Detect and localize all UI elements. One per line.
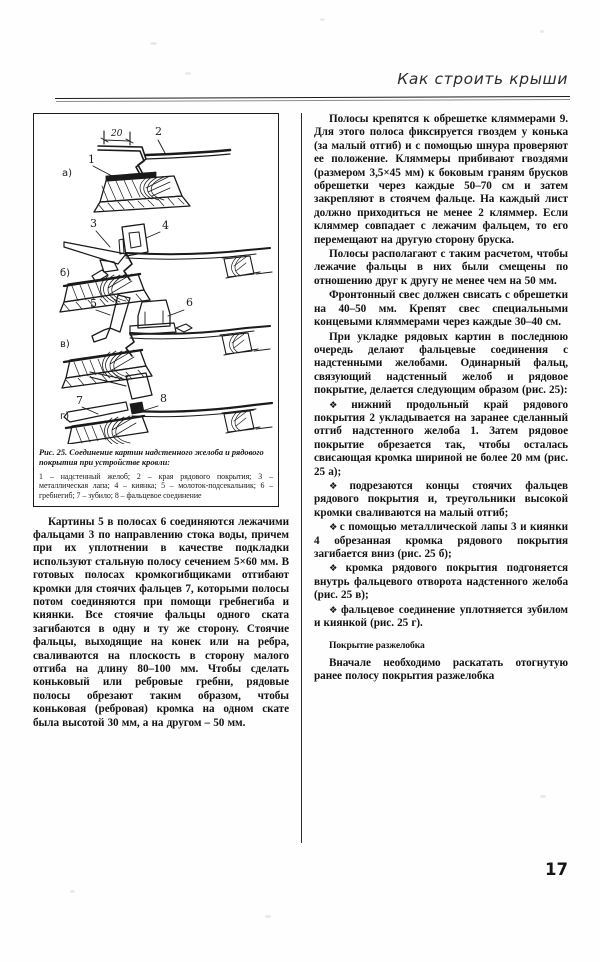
svg-text:3: 3 [90, 217, 97, 230]
svg-text:5: 5 [90, 297, 97, 310]
left-column [33, 113, 289, 730]
right-column [314, 113, 568, 684]
list-item-text: фальцевое соединение уплотняется зубилом и киянкой (рис. 25 г). [314, 603, 568, 630]
scan-speck [540, 795, 546, 798]
svg-text:7: 7 [76, 394, 83, 407]
figure-caption-title: Рис. 25. Соединение картин надстенного желоба и рядового покрытия при устройстве кровли: [39, 448, 264, 468]
list-item-text: нижний продольный край рядового покрытия 2 укладывается на заранее сделанный отгиб надстенного желоба 1. Затем рядовое покрытие обрезается так, чтобы осталась свисающая кромка шириной не более 20 мм (рис. 25 а); [314, 398, 568, 478]
body-paragraph: Картины 5 в полосах 6 соединяются лежачими фальцами 3 по направлению стока воды, причем при их уплотнении в качестве подкладки используют стальную полосу сечением 5×60 мм. В готовых полосах кромкогибщиками отгибают кромки для стоячих фальцев 7, которыми полосы потом соединяются при помощи гребнегиба и киянки. Все стоячие фальцы одного ската загибаются в одну и ту же сторону. Стоячие фальцы, выходящие на конек или на ребра, сваливаются на плоскость в сторону малого отгиба на длину 80–100 мм. Чтобы сделать коньковый или ребровые гребни, рядовые полосы обрезают таким образом, чтобы коньковая (ребровая) кромка на одном скате была высотой 30 мм, а на другом – 50 мм. [33, 515, 289, 729]
svg-text:2: 2 [155, 125, 162, 138]
list-item [314, 521, 568, 561]
figure-25 [33, 113, 279, 507]
scan-speck [70, 890, 75, 893]
scan-speck [540, 30, 544, 33]
list-item [314, 562, 568, 602]
figure-caption-legend: 1 – надстенный желоб; 2 – края рядового покрытия; 3 – металлическая лапа; 4 – киянка; 5 – молоток-подсекальник; 6 – гребнегиб; 7 – зубило; 8 – фальцевое соединение [39, 471, 273, 500]
svg-text:4: 4 [162, 219, 169, 232]
list-item-text: с помощью металлической лапы 3 и киянки 4 обрезанная кромка рядового покрытия загибается вниз (рис. 25 б); [314, 521, 568, 560]
scan-speck [320, 18, 325, 21]
figure-caption [34, 444, 278, 506]
body-paragraph: Фронтонный свес должен свисать с обрешетки на 40–50 мм. Крепят свес специальными концевыми кляммерами через каждые 30–40 см. [314, 289, 568, 329]
svg-text:а): а) [62, 168, 73, 179]
body-paragraph: Полосы располагают с таким расчетом, чтобы лежачие фальцы в них были смещены по отношению друг к другу не менее чем на 50 мм. [314, 248, 568, 287]
svg-text:6: 6 [186, 296, 193, 309]
svg-text:20: 20 [111, 129, 123, 139]
svg-text:б): б) [60, 268, 71, 279]
diamond-bullet-icon: ❖ [329, 563, 344, 575]
svg-text:в): в) [60, 339, 70, 350]
list-item [314, 480, 568, 520]
diamond-bullet-icon: ❖ [329, 522, 338, 534]
running-head: Как строить крыши [397, 70, 568, 88]
body-paragraph: При укладке рядовых картин в последнюю очередь делают фальцевые соединения с надстенными желобами. Одинарный фальц, связующий надстенный желоб и рядовое покрытие, делается следующим образом (рис. 25): [314, 330, 568, 397]
svg-text:8: 8 [160, 392, 167, 405]
body-paragraph: Полосы крепятся к обрешетке кляммерами 9. Для этого полоса фиксируется гвоздем у конька (за малый отгиб) и с помощью шнура проверяют ее положение. Кляммеры прибивают гвоздями (размером 3,5×45 мм) к боковым граням брусков обрешетки через каждые 50–70 см и затем закрепляют в стоячем фальце. На каждый лист должно приходиться не менее 2 кляммер. Если кляммер совпадает с лежачим фальцем, то его перемещают на другую сторону бруска. [314, 113, 568, 246]
svg-text:1: 1 [88, 153, 95, 166]
figure-illustration [34, 114, 278, 444]
diamond-bullet-icon: ❖ [329, 604, 339, 616]
list-item [314, 399, 568, 479]
list-item-text: подрезаются концы стоячих фальцев рядового покрытия и, треугольники высокой кромки сваливаются на малый отгиб; [314, 479, 568, 519]
diamond-bullet-icon: ❖ [329, 480, 348, 492]
scan-speck [265, 915, 271, 918]
svg-text:г): г) [60, 411, 70, 422]
scan-speck [150, 42, 157, 45]
column-divider [301, 113, 302, 843]
header-rule-shadow [56, 99, 570, 102]
page-header [0, 70, 600, 104]
page-number: 17 [545, 860, 568, 879]
diamond-bullet-icon: ❖ [329, 399, 350, 411]
list-item [314, 604, 568, 631]
roof-seam-diagram [34, 114, 277, 444]
list-item-text: кромка рядового покрытия подгоняется внутрь фальцевого отворота надстенного желоба (рис. 25 в); [314, 562, 569, 602]
section-subheading: Покрытие разжелобка [329, 640, 425, 652]
body-paragraph: Вначале необходимо раскатать отогнутую ранее полосу покрытия разжелобка [314, 656, 568, 683]
